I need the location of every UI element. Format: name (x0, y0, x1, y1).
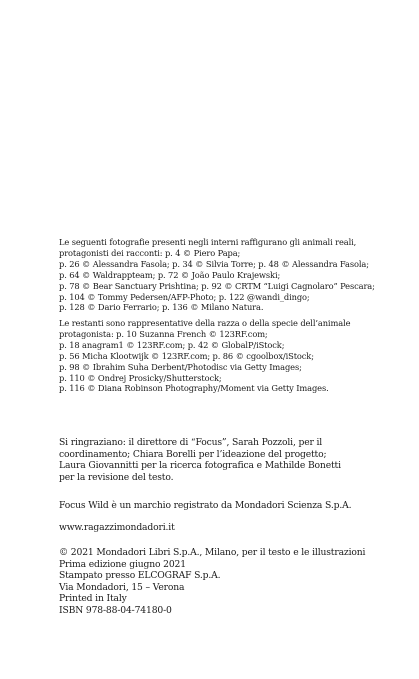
printer-line: Stampato presso ELCOGRAF S.p.A. (59, 570, 221, 581)
photo-credit-line: Le seguenti fotografie presenti negli interni raffigurano gli animali reali, (59, 237, 357, 247)
trademark-notice (59, 500, 389, 512)
photo-credit-line: p. 128 © Dario Ferrario; p. 136 © Milano Natura. (59, 302, 264, 313)
photo-credit-line: protagonista: p. 10 Suzanna French © 123RF.com; (59, 328, 268, 339)
isbn-line: ISBN 978-88-04-74180-0 (59, 604, 172, 616)
photo-credits-real-animals (59, 237, 389, 313)
photo-credit-line: p. 98 © Ibrahim Suha Derbent/Photodisc via Getty Images; (59, 361, 302, 372)
copyright-block (59, 547, 389, 616)
acknowledgement-line: Si ringraziano: il direttore di “Focus”, Sarah Pozzoli, per il (59, 437, 323, 448)
website-url: www.ragazzimondadori.it (59, 522, 175, 533)
copyright-line: © 2021 Mondadori Libri S.p.A., Milano, per il testo e le illustrazioni (59, 547, 366, 558)
photo-credit-line: protagonisti dei racconti: p. 4 © Piero Papa; (59, 247, 241, 258)
photo-credits-representative (59, 318, 389, 394)
photo-credit-line: p. 26 © Alessandra Fasola; p. 34 © Silvia Torre; p. 48 © Alessandra Fasola; (59, 258, 369, 269)
acknowledgement-line: per la revisione del testo. (59, 471, 174, 483)
photo-credit-line: Le restanti sono rappresentative della razza o della specie dell’animale (59, 318, 351, 328)
address-line: Via Mondadori, 15 – Verona (59, 581, 185, 593)
photo-credit-line: p. 64 © Waldrappteam; p. 72 © João Paulo Krajewski; (59, 269, 281, 280)
photo-credit-line: p. 56 Micha Klootwijk © 123RF.com; p. 86 © cgoolbox/iStock; (59, 350, 314, 361)
printed-in-line: Printed in Italy (59, 593, 127, 604)
acknowledgements (59, 437, 389, 483)
acknowledgement-line: Laura Giovannitti per la ricerca fotografica e Mathilde Bonetti (59, 460, 341, 471)
edition-line: Prima edizione giugno 2021 (59, 558, 186, 570)
acknowledgement-line: coordinamento; Chiara Borelli per l’ideazione del progetto; (59, 448, 327, 460)
photo-credit-line: p. 78 © Bear Sanctuary Prishtina; p. 92 © CRTM “Luigi Cagnolaro” Pescara; (59, 280, 375, 291)
photo-credit-line: p. 18 anagram1 © 123RF.com; p. 42 © GlobalP/iStock; (59, 339, 285, 350)
photo-credit-line: p. 116 © Diana Robinson Photography/Moment via Getty Images. (59, 383, 329, 394)
photo-credit-line: p. 110 © Ondrej Prosicky/Shutterstock; (59, 372, 222, 383)
website (59, 522, 389, 534)
trademark-text: Focus Wild è un marchio registrato da Mondadori Scienza S.p.A. (59, 500, 352, 511)
photo-credit-line: p. 104 © Tommy Pedersen/AFP-Photo; p. 122 @wandi_dingo; (59, 291, 310, 302)
